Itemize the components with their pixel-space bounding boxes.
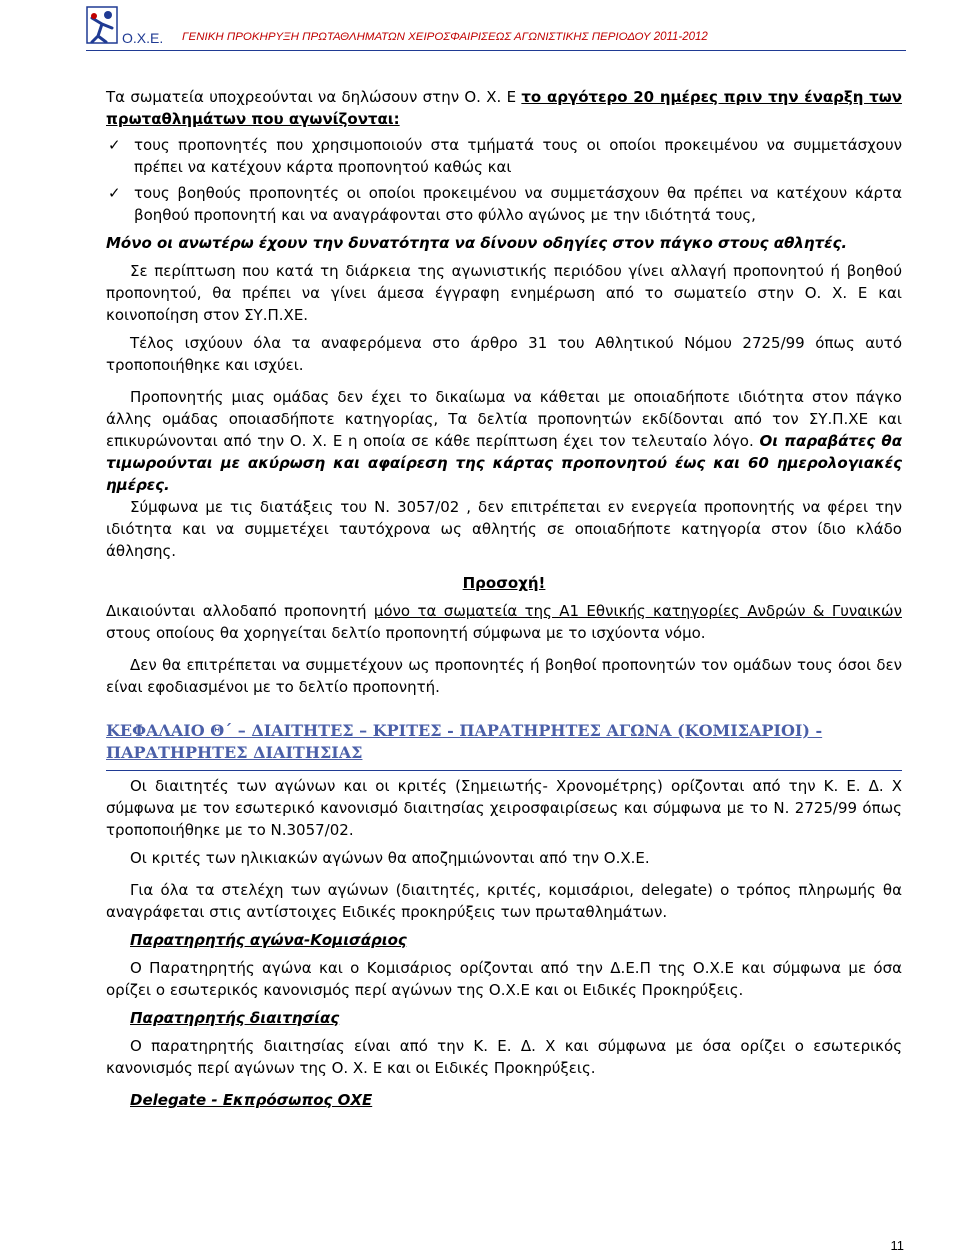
penalty-text: Οι παραβάτες θα τιμωρούνται με ακύρωση και αφαίρεση της κάρτας προπονητού έως και 60 ημερολογιακές ημέρες. bbox=[106, 432, 902, 494]
document-body bbox=[106, 86, 902, 1111]
attention-heading: Προσοχή! bbox=[462, 574, 546, 592]
checklist-text: τους βοηθούς προπονητές οι οποίοι προκειμένου να συμμετάσχουν θα πρέπει να κατέχουν κάρτα βοηθού προπονητή και να αναγράφονται στο φύλλο αγώνος με την ιδιότητά τους, bbox=[134, 184, 902, 224]
paragraph-youth-judges: Οι κριτές των ηλικιακών αγώνων θα αποζημιώνονται από την Ο.Χ.Ε. bbox=[130, 849, 650, 867]
paragraph-referees: Οι διαιτητές των αγώνων και οι κριτές (Σημειωτής- Χρονομέτρης) ορίζονται από την Κ. Ε. Δ. Χ σύμφωνα με τον εσωτερικό κανονισμό διαιτησίας χειροσφαιρίσεως και σύμφωνα με το Ν. 2725/99 όπως τροποποιήθηκε με το Ν.3057/02. bbox=[106, 777, 902, 839]
paragraph-not-allowed: Δεν θα επιτρέπεται να συμμετέχουν ως προπονητές ή βοηθοί προπονητών τον ομάδων τους όσοι δεν είναι εφοδιασμένοι με το δελτίο προπονητή. bbox=[106, 656, 902, 696]
page-header bbox=[86, 6, 906, 48]
checklist-item bbox=[106, 182, 902, 226]
heading-referee-observer: Παρατηρητής διαιτησίας bbox=[130, 1009, 340, 1027]
chapter-heading: ΚΕΦΑΛΑΙΟ Θ΄ – ΔΙΑΙΤΗΤΕΣ – ΚΡΙΤΕΣ - ΠΑΡΑΤΗΡΗΤΕΣ ΑΓΩΝΑ (ΚΟΜΙΣΑΡΙΟΙ) - ΠΑΡΑΤΗΡΗΤΕΣ ΔΙΑΙΤΗΣΙΑΣ bbox=[106, 721, 823, 762]
document-title: ΓΕΝΙΚΗ ΠΡΟΚΗΡΥΞΗ ΠΡΩΤΑΘΛΗΜΑΤΩΝ ΧΕΙΡΟΣΦΑΙΡΙΣΕΩΣ ΑΓΩΝΙΣΤΙΚΗΣ ΠΕΡΙΟΔΟΥ 2011-2012 bbox=[182, 31, 708, 43]
heading-delegate: Delegate - Εκπρόσωπος ΟΧΕ bbox=[130, 1091, 373, 1109]
checklist-item bbox=[106, 134, 902, 178]
paragraph-clubs-declare bbox=[106, 86, 902, 130]
page-number: 11 bbox=[890, 1238, 904, 1253]
paragraph-foreign-coach bbox=[106, 600, 902, 644]
header-divider bbox=[86, 50, 906, 51]
text: Τα σωματεία υποχρεούνται να δηλώσουν στην Ο. Χ. Ε bbox=[106, 88, 522, 106]
paragraph-only-above: Μόνο οι ανωτέρω έχουν την δυνατότητα να δίνουν οδηγίες στον πάγκο στους αθλητές. bbox=[106, 234, 848, 252]
paragraph-law: Τέλος ισχύουν όλα τα αναφερόμενα στο άρθρο 31 του Αθλητικού Νόμου 2725/99 όπως αυτό τροποποιήθηκε και ισχύει. bbox=[106, 334, 902, 374]
org-abbreviation: Ο.Χ.Ε. bbox=[122, 30, 164, 46]
paragraph-payment: Για όλα τα στελέχη των αγώνων (διαιτητές, κριτές, κομισάριοι, delegate) ο τρόπος πληρωμής θα αναγράφεται στις αντίστοιχες Ειδικές προκηρύξεις των πρωταθλημάτων. bbox=[106, 881, 902, 921]
paragraph-referee-observer: Ο παρατηρητής διαιτησίας είναι από την Κ. Ε. Δ. Χ και σύμφωνα με όσα ορίζει ο εσωτερικός κανονισμός περί αγώνων της Ο. Χ. Ε και οι Ειδικές Προκηρύξεις. bbox=[106, 1037, 902, 1077]
checkmark-icon: ✓ bbox=[108, 184, 121, 202]
heading-commissioner: Παρατηρητής αγώνα-Κομισάριος bbox=[130, 931, 407, 949]
paragraph-coach-change: Σε περίπτωση που κατά τη διάρκεια της αγωνιστικής περιόδου γίνει αλλαγή προπονητού ή βοηθού προπονητού, θα πρέπει να γίνει άμεσα έγγραφη ενημέρωση από το σωματείο στην Ο. Χ. Ε και κοινοποίηση στον ΣΥ.Π.ΧΕ. bbox=[106, 262, 902, 324]
paragraph-law-3057: Σύμφωνα με τις διατάξεις του Ν. 3057/02 , δεν επιτρέπεται εν ενεργεία προπονητής να φέρει την ιδιότητα και να συμμετέχει ταυτόχρονα ως αθλητής σε οποιαδήποτε κατηγορία στον ίδιο κλάδο άθλησης. bbox=[106, 498, 902, 560]
text: στους οποίους θα χορηγείται δελτίο προπονητή σύμφωνα με το ισχύοντα νόμο. bbox=[106, 624, 706, 642]
text: Προπονητής μιας ομάδας δεν έχει το δικαίωμα να κάθεται με οποιαδήποτε ιδιότητα στον πάγκο άλλης ομάδας οποιασδήποτε κατηγορίας, Τα δελτία προπονητών εκδίδονται από τον ΣΥ.Π.ΧΕ και επικυρώνονται από την Ο. Χ. Ε η οποία σε κάθε περίπτωση έχει τον τελευταίο λόγο. bbox=[106, 388, 902, 450]
paragraph-commissioner: Ο Παρατηρητής αγώνα και ο Κομισάριος ορίζονται από την Δ.Ε.Π της Ο.Χ.Ε και σύμφωνα με όσα ορίζει ο εσωτερικός κανονισμός περί αγώνων της Ο.Χ.Ε και οι Ειδικές Προκηρύξεις. bbox=[106, 959, 902, 999]
handball-logo-icon bbox=[86, 6, 120, 46]
deadline-text: το αργότερο 20 ημέρες πριν την έναρξη των πρωταθλημάτων που αγωνίζονται: bbox=[106, 88, 902, 128]
checkmark-icon: ✓ bbox=[108, 136, 121, 154]
underlined-text: μόνο τα σωματεία της Α1 Εθνικής κατηγορίες Ανδρών & Γυναικών bbox=[373, 602, 902, 620]
chapter-divider bbox=[106, 770, 902, 771]
checklist-text: τους προπονητές που χρησιμοποιούν στα τμήματά τους οι οποίοι προκειμένου να συμμετάσχουν πρέπει να κατέχουν κάρτα προπονητού καθώς και bbox=[134, 136, 902, 176]
paragraph-coach-rules bbox=[106, 386, 902, 496]
text: Δικαιούνται αλλοδαπό προπονητή bbox=[106, 602, 374, 620]
